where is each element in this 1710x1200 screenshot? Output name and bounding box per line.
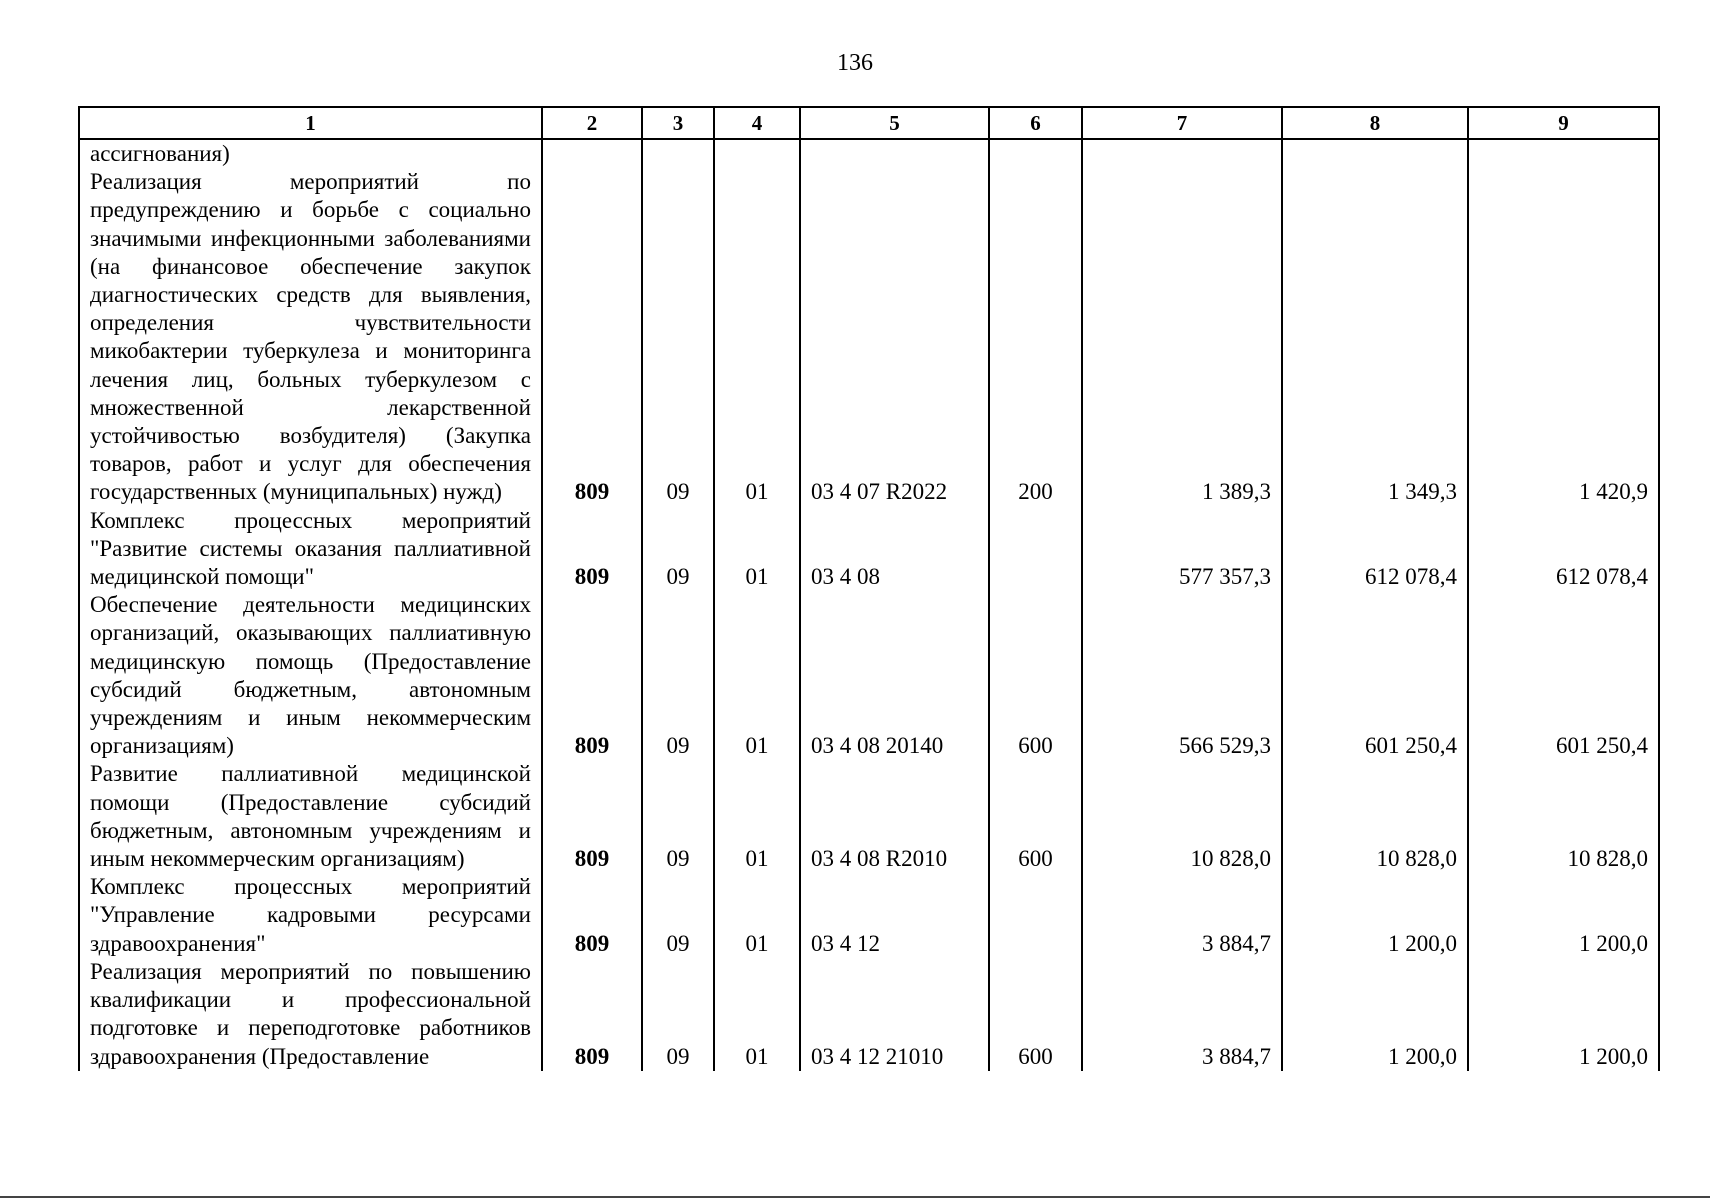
row-description: Комплекс процессных мероприятий "Управление кадровыми ресурсами здравоохранения" — [79, 873, 542, 958]
row-amount-year-2: 612 078,4 — [1282, 507, 1468, 592]
row-target-article: 03 4 08 R2010 — [800, 760, 989, 873]
row-amount-year-3: 601 250,4 — [1468, 591, 1659, 760]
row-subsection: 01 — [714, 507, 800, 592]
row-expense-type — [989, 873, 1082, 958]
row-description: Реализация мероприятий по предупреждению и борьбе с социально значимыми инфекционными заболеваниями (на финансовое обеспечение закупок диагностических средств для выявления, определения чувствительности микобактерии туберкулеза и мониторинга лечения лиц, больных туберкулезом с множественной лекарственной устойчивостью возбудителя) (Закупка товаров, работ и услуг для обеспечения государственных (муниципальных) нужд) — [79, 168, 542, 506]
row-subsection: 01 — [714, 760, 800, 873]
row-section: 09 — [642, 168, 714, 506]
row-amount-year-1: 3 884,7 — [1082, 873, 1282, 958]
row-target-article — [800, 139, 989, 168]
table-row — [79, 139, 1659, 168]
row-target-article: 03 4 08 20140 — [800, 591, 989, 760]
row-subsection — [714, 139, 800, 168]
row-subsection: 01 — [714, 958, 800, 1071]
row-amount-year-1: 3 884,7 — [1082, 958, 1282, 1071]
row-admin-code: 809 — [542, 958, 642, 1071]
table-body — [79, 139, 1659, 1071]
header-col-9: 9 — [1468, 107, 1659, 139]
row-amount-year-1: 577 357,3 — [1082, 507, 1282, 592]
row-amount-year-1 — [1082, 139, 1282, 168]
row-section — [642, 139, 714, 168]
row-section: 09 — [642, 760, 714, 873]
table-row — [79, 958, 1659, 1071]
row-amount-year-3: 1 420,9 — [1468, 168, 1659, 506]
row-admin-code: 809 — [542, 873, 642, 958]
row-amount-year-2: 1 349,3 — [1282, 168, 1468, 506]
row-description: Реализация мероприятий по повышению квалификации и профессиональной подготовке и переподготовке работников здравоохранения (Предоставление — [79, 958, 542, 1071]
row-amount-year-2 — [1282, 139, 1468, 168]
row-amount-year-2: 10 828,0 — [1282, 760, 1468, 873]
row-admin-code — [542, 139, 642, 168]
row-section: 09 — [642, 591, 714, 760]
row-target-article: 03 4 12 — [800, 873, 989, 958]
row-subsection: 01 — [714, 873, 800, 958]
header-col-4: 4 — [714, 107, 800, 139]
row-expense-type — [989, 139, 1082, 168]
table-row — [79, 591, 1659, 760]
row-target-article: 03 4 08 — [800, 507, 989, 592]
row-subsection: 01 — [714, 168, 800, 506]
row-admin-code: 809 — [542, 507, 642, 592]
table-row — [79, 760, 1659, 873]
row-description: Комплекс процессных мероприятий "Развитие системы оказания паллиативной медицинской помощи" — [79, 507, 542, 592]
header-col-3: 3 — [642, 107, 714, 139]
row-description: Развитие паллиативной медицинской помощи (Предоставление субсидий бюджетным, автономным учреждениям и иным некоммерческим организациям) — [79, 760, 542, 873]
row-amount-year-3: 10 828,0 — [1468, 760, 1659, 873]
row-section: 09 — [642, 507, 714, 592]
row-admin-code: 809 — [542, 591, 642, 760]
row-expense-type: 600 — [989, 591, 1082, 760]
header-col-6: 6 — [989, 107, 1082, 139]
row-expense-type: 600 — [989, 958, 1082, 1071]
header-col-5: 5 — [800, 107, 989, 139]
header-col-8: 8 — [1282, 107, 1468, 139]
row-amount-year-2: 1 200,0 — [1282, 958, 1468, 1071]
row-amount-year-2: 1 200,0 — [1282, 873, 1468, 958]
row-amount-year-1: 10 828,0 — [1082, 760, 1282, 873]
row-expense-type: 600 — [989, 760, 1082, 873]
page-bottom-rule — [0, 1196, 1710, 1198]
row-section: 09 — [642, 958, 714, 1071]
header-col-1: 1 — [79, 107, 542, 139]
header-col-7: 7 — [1082, 107, 1282, 139]
budget-table — [78, 106, 1660, 1071]
row-description: ассигнования) — [79, 139, 542, 168]
row-amount-year-3: 1 200,0 — [1468, 873, 1659, 958]
row-description: Обеспечение деятельности медицинских организаций, оказывающих паллиативную медицинскую помощь (Предоставление субсидий бюджетным, автономным учреждениям и иным некоммерческим организациям) — [79, 591, 542, 760]
row-admin-code: 809 — [542, 168, 642, 506]
page-number: 136 — [837, 50, 873, 76]
row-expense-type — [989, 507, 1082, 592]
header-row — [79, 107, 1659, 139]
table-row — [79, 873, 1659, 958]
row-amount-year-1: 566 529,3 — [1082, 591, 1282, 760]
row-amount-year-3 — [1468, 139, 1659, 168]
table-row — [79, 168, 1659, 506]
row-section: 09 — [642, 873, 714, 958]
row-amount-year-2: 601 250,4 — [1282, 591, 1468, 760]
row-amount-year-3: 1 200,0 — [1468, 958, 1659, 1071]
row-subsection: 01 — [714, 591, 800, 760]
row-target-article: 03 4 12 21010 — [800, 958, 989, 1071]
row-amount-year-3: 612 078,4 — [1468, 507, 1659, 592]
table-row — [79, 507, 1659, 592]
row-expense-type: 200 — [989, 168, 1082, 506]
row-admin-code: 809 — [542, 760, 642, 873]
row-amount-year-1: 1 389,3 — [1082, 168, 1282, 506]
header-col-2: 2 — [542, 107, 642, 139]
table-header — [79, 107, 1659, 139]
row-target-article: 03 4 07 R2022 — [800, 168, 989, 506]
